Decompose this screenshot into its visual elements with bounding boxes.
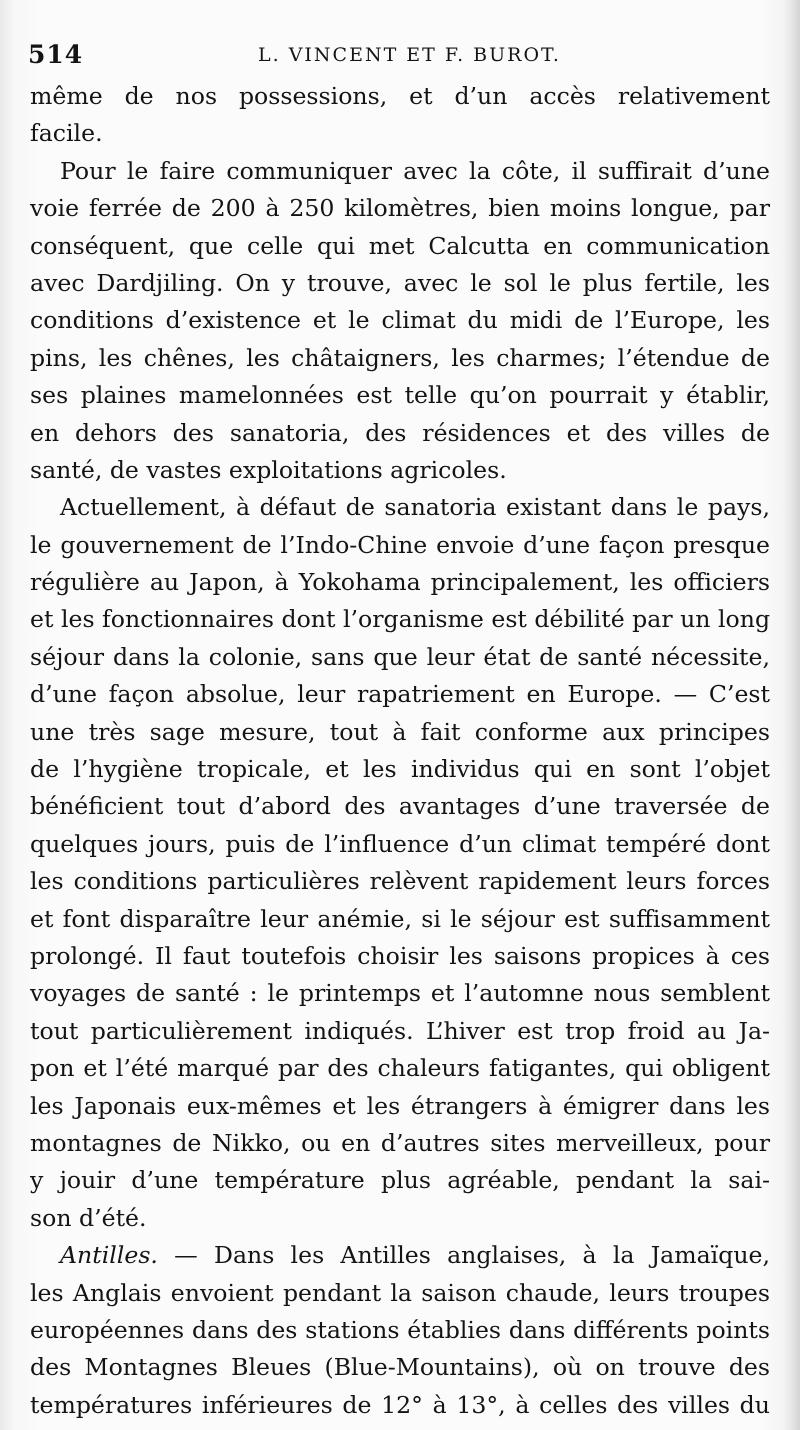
text-line: les conditions particulières relèvent rapidement leurs forces: [30, 867, 770, 896]
text-line: facile.: [30, 119, 103, 148]
text-line: Pour le faire communiquer avec la côte, il suffirait d’une: [60, 156, 770, 185]
text-line: et les fonctionnaires dont l’organisme est débilité par un long: [30, 605, 771, 634]
text-line: les Japonais eux-mêmes et les étrangers à émigrer dans les: [30, 1091, 770, 1120]
text-line: les Anglais envoient pendant la saison chaude, leurs troupes: [30, 1278, 770, 1307]
text-line: santé, de vastes exploitations agricoles.: [30, 455, 507, 484]
text-line: y jouir d’une température plus agréable, pendant la sai-: [30, 1166, 770, 1195]
text-line: même de nos possessions, et d’un accès relativement: [30, 82, 770, 110]
text-line: une très sage mesure, tout à fait conforme aux principes: [30, 717, 770, 746]
body-text: [30, 78, 770, 1424]
text-line: conditions d’existence et le climat du midi de l’Europe, les: [30, 306, 770, 335]
text-line: régulière au Japon, à Yokohama principalement, les officiers: [30, 568, 770, 597]
text-line: ses plaines mamelonnées est telle qu’on pourrait y établir,: [30, 381, 770, 410]
section-heading: Antilles.: [60, 1241, 158, 1270]
text-line: prolongé. Il faut toutefois choisir les saisons propices à ces: [30, 941, 770, 970]
page-header: [28, 36, 768, 76]
text-line: pins, les chênes, les châtaigners, les charmes; l’étendue de: [30, 343, 770, 372]
text-line: Actuellement, à défaut de sanatoria existant dans le pays,: [60, 493, 770, 522]
text-line: séjour dans la colonie, sans que leur état de santé nécessite,: [30, 642, 770, 671]
text-line: quelques jours, puis de l’influence d’un climat tempéré dont: [30, 829, 770, 858]
text-line: et font disparaître leur anémie, si le séjour est suffisamment: [30, 904, 770, 933]
page-edge-shadow: [782, 0, 800, 1430]
text-line: conséquent, que celle qui met Calcutta en communication: [30, 231, 770, 260]
page-number: 514: [28, 40, 84, 69]
text-line: le gouvernement de l’Indo-Chine envoie d’une façon presque: [30, 530, 770, 559]
text-line: des Montagnes Bleues (Blue-Mountains), où on trouve des: [30, 1353, 770, 1382]
text-line: tout particulièrement indiqués. L’hiver est trop froid au Ja-: [30, 1016, 770, 1045]
text-line: avec Dardjiling. On y trouve, avec le sol le plus fertile, les: [30, 268, 770, 297]
running-head: L. VINCENT ET F. BUROT.: [258, 44, 561, 66]
text-line: montagnes de Nikko, ou en d’autres sites merveilleux, pour: [30, 1128, 770, 1157]
text-line: pon et l’été marqué par des chaleurs fatigantes, qui obligent: [30, 1054, 770, 1083]
text-line: voyages de santé : le printemps et l’automne nous semblent: [30, 979, 770, 1008]
text-line: son d’été.: [30, 1203, 147, 1232]
section-line: [30, 1237, 770, 1274]
text-line: en dehors des sanatoria, des résidences et des villes de: [30, 418, 770, 447]
text-line: températures inférieures de 12° à 13°, à celles des villes du: [30, 1390, 770, 1419]
text-line: de l’hygiène tropicale, et les individus qui en sont l’objet: [30, 755, 770, 784]
text-line: d’une façon absolue, leur rapatriement en Europe. — C’est: [30, 680, 770, 709]
text-line: bénéficient tout d’abord des avantages d’une traversée de: [30, 792, 770, 821]
text-line: européennes dans des stations établies dans différents points: [30, 1315, 770, 1344]
text-line: voie ferrée de 200 à 250 kilomètres, bien moins longue, par: [30, 194, 770, 223]
section-line-text: — Dans les Antilles anglaises, à la Jamaïque,: [157, 1241, 770, 1270]
